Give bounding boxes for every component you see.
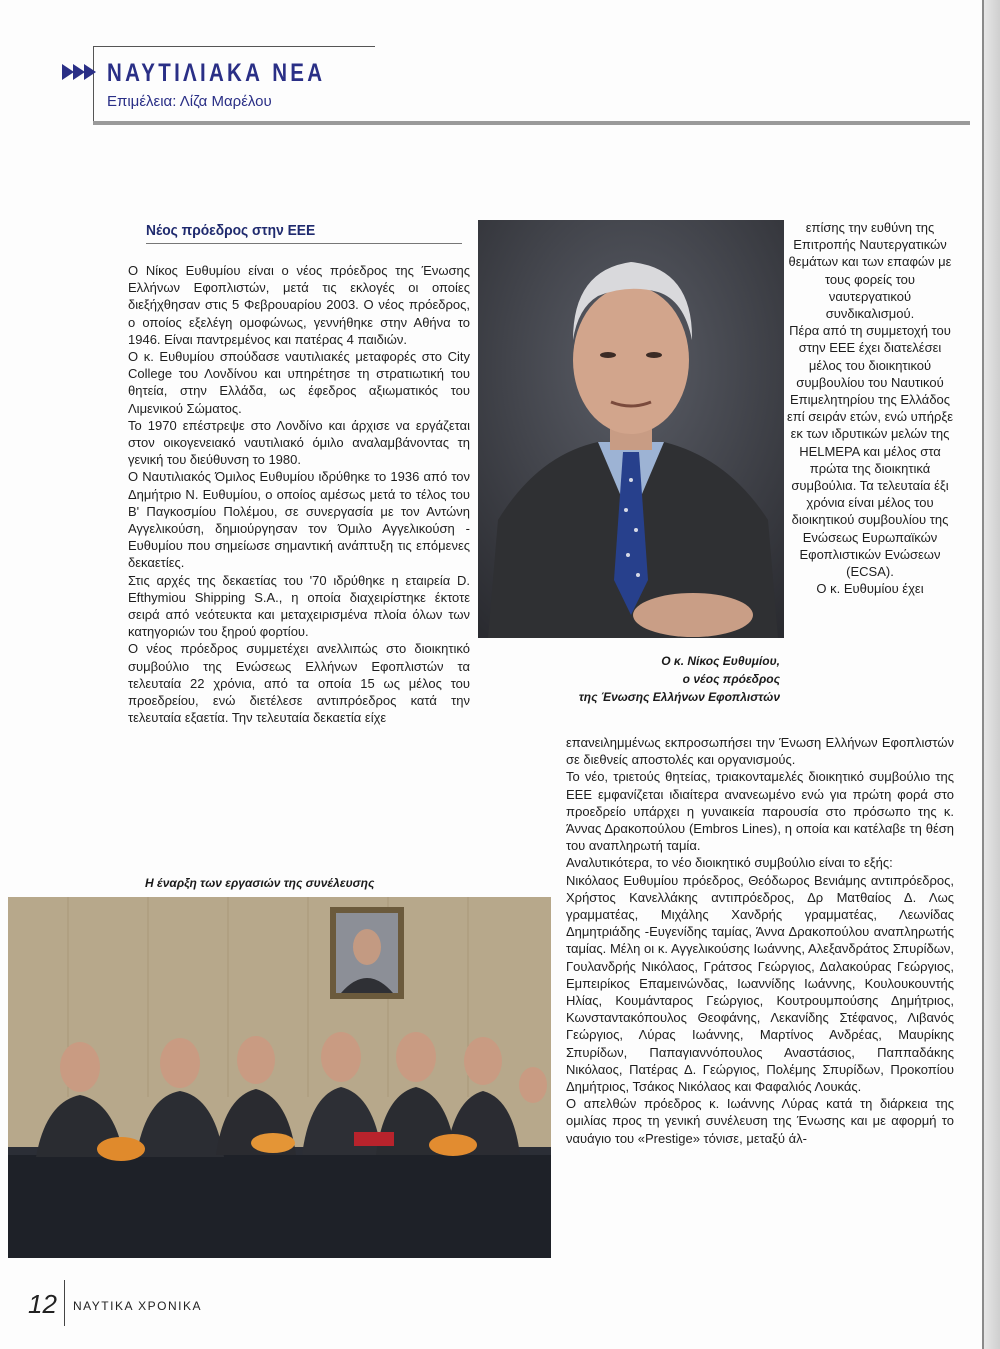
paragraph: Το 1970 επέστρεψε στο Λονδίνο και άρχισε να εργάζεται στον οικογενειακό ναυτιλιακό όμιλο αναλαμβάνοντας τη γενική του διεύθυνση το 1980.	[128, 417, 470, 468]
triple-arrow-icon	[62, 64, 95, 80]
meeting-photo	[8, 897, 551, 1258]
paragraph: Στις αρχές της δεκαετίας του '70 ιδρύθηκε η εταιρεία D. Efthymiou Shipping S.A., η οποία διαχειρίστηκε έκτοτε σειρά από νεότευκτα και μεταχειρισμένα πλοία όλων των κατηγοριών του ξηρού φορτίου.	[128, 572, 470, 640]
page-number: 12	[28, 1289, 57, 1319]
article-right-wide-column	[566, 734, 954, 1147]
paragraph: Ο κ. Ευθυμίου σπούδασε ναυτιλιακές μεταφορές στο City College του Λονδίνου και υπηρέτησε τη στρατιωτική του θητεία, στην Ελλάδα, ως έφεδρος αξιωματικός του Λιμενικού Σώματος.	[128, 349, 470, 416]
caption-line: της Ένωσης Ελλήνων Εφοπλιστών	[578, 690, 780, 704]
magazine-name: ΝΑΥΤΙΚΑ ΧΡΟΝΙΚΑ	[73, 1299, 202, 1313]
paragraph: Το νέο, τριετούς θητείας, τριακονταμελές διοικητικό συμβούλιο της ΕΕΕ εμφανίζεται ιδιαίτερα ανανεωμένο ενώ για πρώτη φορά στο προεδρείο υπάρχει η γυναικεία παρουσία στο πρόσωπο της κ. Άννας Δρακοπούλου (Embros Lines), η οποία και κατέλαβε τη θέση του αναπληρωτή ταμία.	[566, 769, 954, 854]
paragraph: Πέρα από τη συμμετοχή του στην ΕΕΕ έχει διατελέσει μέλος του διοικητικού συμβουλίου του Ναυτικού Επιμελητηρίου της Ελλάδος επί σειράν ετών, ενώ υπήρξε εκ των ιδρυτικών μελών της HELMEPA και μέλος στα πρώτα της διοικητικά συμβούλια. Τα τελευταία έξι χρόνια είναι μέλος του διοικητικού συμβουλίου της Ενώσεως Ευρωπαϊκών Εφοπλιστικών Ενώσεων (ECSA).	[787, 323, 953, 580]
paragraph: Ο νέος πρόεδρος συμμετέχει ανελλιπώς στο διοικητικό συμβούλιο της Ενώσεως Ελλήνων Εφοπλιστών τα τελευταία 22 χρόνια, από τα οποία 15 ως μέλος του προεδρείου, ενώ διετέλεσε αντιπρόεδρος κατά την τελευταία εξαετία. Την τελευταία δεκαετία είχε	[128, 641, 470, 726]
paragraph: επανειλημμένως εκπροσωπήσει την Ένωση Ελλήνων Εφοπλιστών σε διεθνείς αποστολές και οργανισμούς.	[566, 735, 954, 768]
header-vertical-rule	[93, 46, 94, 122]
article-right-narrow-column	[786, 219, 954, 597]
article-left-column	[128, 262, 470, 726]
header-rule	[93, 46, 375, 47]
paragraph: Νικόλαος Ευθυμίου πρόεδρος, Θεόδωρος Βενιάμης αντιπρόεδρος, Χρήστος Κανελλάκης αντιπρόεδρος, Δρ Ματθαίος Δ. Λως γραμματέας, Μιχάλης Χανδρής γραμματέας, Λεωνίδας Δημητριάδης -Ευγενίδης ταμίας, Άννα Δρακοπούλου αναπληρωτής ταμίας. Μέλη οι κ. Αγγελικούσης Ιωάννης, Αλεξανδράτος Σπυρίδων, Γουλανδρής Νικόλαος, Γράτσος Γεώργιος, Δαλακούρας Γεώργιος, Εμπειρίκος Επαμεινώνδας, Ιωαννίδης Ιωάννης, Κουλουκουντής Ηλίας, Κουμάνταρος Γεώργιος, Κουτρουμπούσης Δημήτριος, Κωνσταντακόπουλος Θεοφάνης, Λεκανίδης Στέφανος, Λιβανός Γεώργιος, Λύρας Ιωάννης, Μαρτίνος Ανδρέας, Μαυρίκης Σπυρίδων, Παπαγιαννόπουλος Αναστάσιος, Παππαδάκης Νικόλαος, Πατέρας Δ. Γεώργιος, Πολέμης Σπυρίδων, Προκοπίου Δημήτριος, Τσάκος Νικόλαος και Φαφαλιός Λουκάς.	[566, 872, 954, 1095]
caption-line: ο νέος πρόεδρος	[682, 672, 780, 686]
footer-rule	[64, 1280, 65, 1326]
article-title: Νέος πρόεδρος στην ΕΕΕ	[146, 222, 316, 239]
paragraph: Ο απελθών πρόεδρος κ. Ιωάννης Λύρας κατά τη διάρκεια της ομιλίας προς τη γενική συνέλευση της Ένωσης και με αφορμή το ναυάγιο του «Prestige» τόνισε, μεταξύ άλ-	[566, 1096, 954, 1146]
paragraph: Ο κ. Ευθυμίου έχει	[816, 581, 924, 597]
editor-credit: Επιμέλεια: Λίζα Μαρέλου	[107, 93, 272, 110]
meeting-caption: Η έναρξη των εργασιών της συνέλευσης	[145, 876, 375, 890]
portrait-photo	[478, 220, 784, 638]
title-rule	[146, 243, 462, 244]
paragraph: επίσης την ευθύνη της Επιτροπής Ναυτεργατικών θεμάτων και των επαφών με τους φορείς του ναυτεργατικού συνδικαλισμού.	[788, 220, 952, 322]
caption-line: Ο κ. Νίκος Ευθυμίου,	[661, 654, 780, 668]
paragraph: Αναλυτικότερα, το νέο διοικητικό συμβούλιο είναι το εξής:	[566, 855, 893, 871]
section-title: ΝΑΥΤΙΛΙΑΚΑ ΝΕΑ	[107, 59, 326, 87]
paragraph: Ο Ναυτιλιακός Όμιλος Ευθυμίου ιδρύθηκε το 1936 από τον Δημήτριο Ν. Ευθυμίου, ο οποίος αμέσως μετά το τέλος του Β' Παγκοσμίου Πολέμου, σε συνεργασία με τον Αντώνη Αγγελικούση, δημιούργησαν τον Όμιλο Αγγελικούση - Ευθυμίου που σημείωσε σημαντική ανάπτυξη τις επόμενες δεκαετίες.	[128, 469, 470, 571]
header-bottom-rule	[93, 121, 970, 125]
paragraph: Ο Νίκος Ευθυμίου είναι ο νέος πρόεδρος της Ένωσης Ελλήνων Εφοπλιστών, μετά τις εκλογές οι οποίες διεξήχθησαν στις 5 Φεβρουαρίου 2003. Ο νέος πρόεδρος, ο οποίος εξελέγη ομοφώνως, γεννήθηκε στην Αθήνα το 1946. Είναι παντρεμένος και πατέρας 4 παιδιών.	[128, 263, 470, 347]
portrait-caption	[556, 652, 780, 706]
page-edge	[982, 0, 1000, 1349]
